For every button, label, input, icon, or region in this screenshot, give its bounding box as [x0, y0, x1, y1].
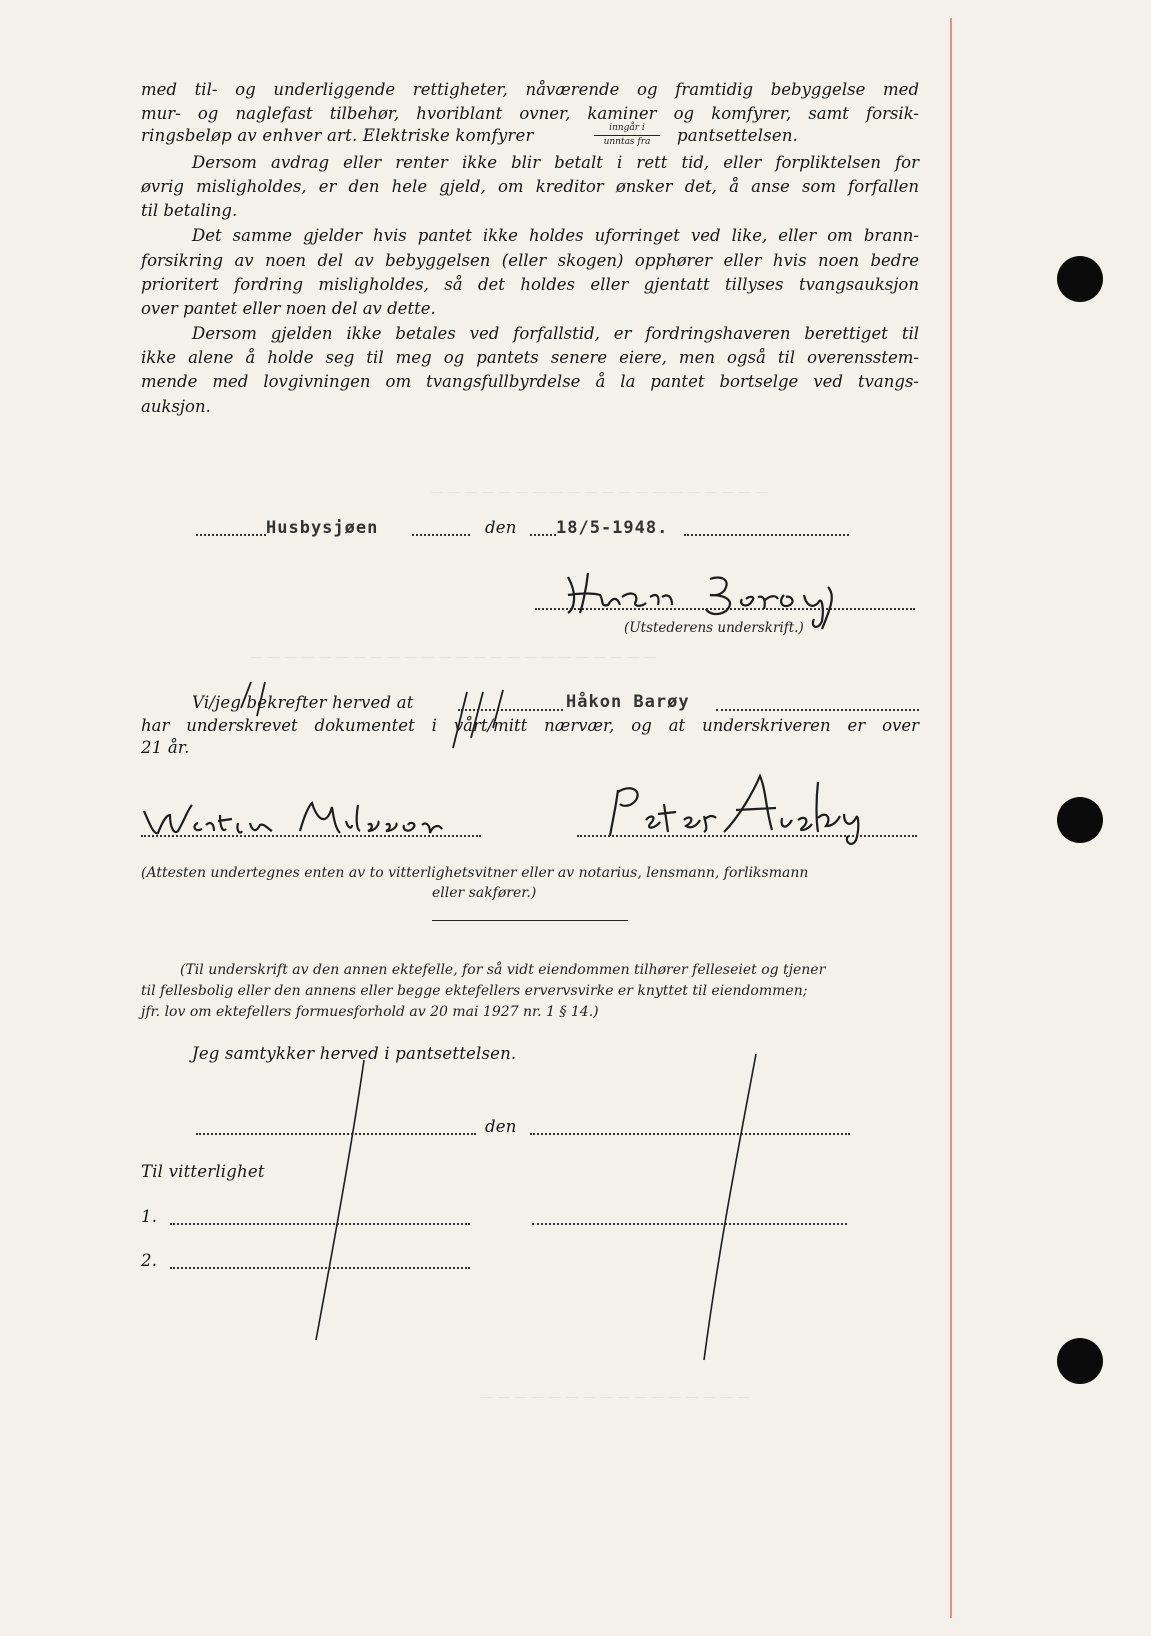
witness-caption-line-2: eller sakfører.)	[432, 885, 537, 901]
paragraph-1-line-1: med til- og underliggende rettigheter, nåværende og framtidig bebyggelse med	[141, 80, 919, 99]
paragraph-3-line-2: forsikring av noen del av bebyggelsen (eller skogen) opphører eller hvis noen bedre	[141, 251, 919, 270]
bleed-through-1: — — — — — — — — — — — — — — — — — — — —	[430, 485, 769, 500]
paragraph-2-line-2: øvrig misligholdes, er den hele gjeld, om kreditor ønsker det, å anse som forfallen	[141, 177, 919, 196]
bleed-through-2: — — — — — — — — — — — — — — — — — — — — — — — —	[250, 650, 658, 665]
strike-through-lines	[300, 1050, 770, 1370]
spouse-note-line-1: (Til underskrift av den annen ektefelle, for så vidt eiendommen tilhører felleseiet og tjener	[180, 962, 826, 978]
confirmation-dots-right	[716, 709, 919, 711]
confirmation-typed-name: Håkon Barøy	[566, 692, 690, 712]
paragraph-3-line-4: over pantet eller noen del av dette.	[141, 299, 436, 318]
spouse-note-line-3: jfr. lov om ektefellers formuesforhold av 20 mai 1927 nr. 1 § 14.)	[141, 1004, 599, 1020]
fraction-bar	[594, 135, 660, 136]
punch-hole-top	[1057, 256, 1103, 302]
witness-heading: Til vitterlighet	[141, 1162, 265, 1181]
paragraph-1-line-2: mur- og naglefast tilbehør, hvoriblant ovner, kaminer og komfyrer, samt forsik-	[141, 104, 919, 123]
date-dots-left	[530, 534, 556, 536]
fraction-top: inngår i	[609, 123, 645, 133]
date-dots-right	[684, 534, 849, 536]
witness-item-2-number: 2.	[141, 1251, 158, 1270]
paragraph-4-line-2: ikke alene å holde seg til meg og pantets senere eiere, men også til overensstem-	[141, 348, 919, 367]
section-divider	[432, 920, 628, 921]
paragraph-4-line-4: auksjon.	[141, 397, 211, 416]
place-typed: Husbysjøen	[266, 518, 379, 538]
witness-item-1-number: 1.	[141, 1207, 158, 1226]
paragraph-1-line-3: ringsbeløp av enhver art. Elektriske komfyrer	[141, 126, 534, 145]
date-den-label: den	[485, 518, 517, 537]
issuer-signature-caption: (Utstederens underskrift.)	[624, 620, 804, 636]
fraction-bottom: unntas fra	[603, 137, 651, 147]
consent-den-label: den	[485, 1117, 517, 1136]
confirmation-prefix: Vi/jeg bekrefter herved at	[192, 693, 414, 712]
bleed-through-3: — — — — — — — — — — — — — — — —	[480, 1390, 750, 1405]
confirmation-strike-marks	[235, 678, 535, 758]
paragraph-1-tail: pantsettelsen.	[677, 126, 799, 145]
paragraph-3-line-1: Det samme gjelder hvis pantet ikke holdes uforringet ved like, eller om brann-	[192, 226, 919, 245]
punch-hole-bottom	[1057, 1338, 1103, 1384]
confirmation-line-3: 21 år.	[141, 738, 190, 757]
witness-caption-line-1: (Attesten undertegnes enten av to vitterlighetsvitner eller av notarius, lensmann, forliksmann	[141, 865, 809, 881]
place-dots-left	[196, 534, 266, 536]
consent-text: Jeg samtykker herved i pantsettelsen.	[192, 1044, 517, 1063]
date-typed: 18/5-1948.	[556, 518, 669, 538]
confirmation-line-2: har underskrevet dokumentet i vårt/mitt nærvær, og at underskriveren er over	[141, 716, 919, 735]
witness-2-signature	[600, 770, 900, 845]
spouse-note-line-2: til fellesbolig eller den annens eller begge ektefellers ervervsvirke er knyttet til eiendommen;	[141, 983, 808, 999]
place-dots-right	[412, 534, 470, 536]
paragraph-4-line-1: Dersom gjelden ikke betales ved forfallstid, er fordringshaveren berettiget til	[192, 324, 919, 343]
margin-line	[950, 18, 952, 1618]
paragraph-2-line-1: Dersom avdrag eller renter ikke blir betalt i rett tid, eller forpliktelsen for	[192, 153, 919, 172]
paragraph-4-line-3: mende med lovgivningen om tvangsfullbyrdelse å la pantet bortselge ved tvangs-	[141, 372, 919, 391]
punch-hole-middle	[1057, 797, 1103, 843]
paragraph-2-line-3: til betaling.	[141, 201, 238, 220]
paragraph-3-line-3: prioritert fordring misligholdes, så det holdes eller gjentatt tillyses tvangsauksjon	[141, 275, 919, 294]
witness-1-signature	[140, 795, 450, 845]
